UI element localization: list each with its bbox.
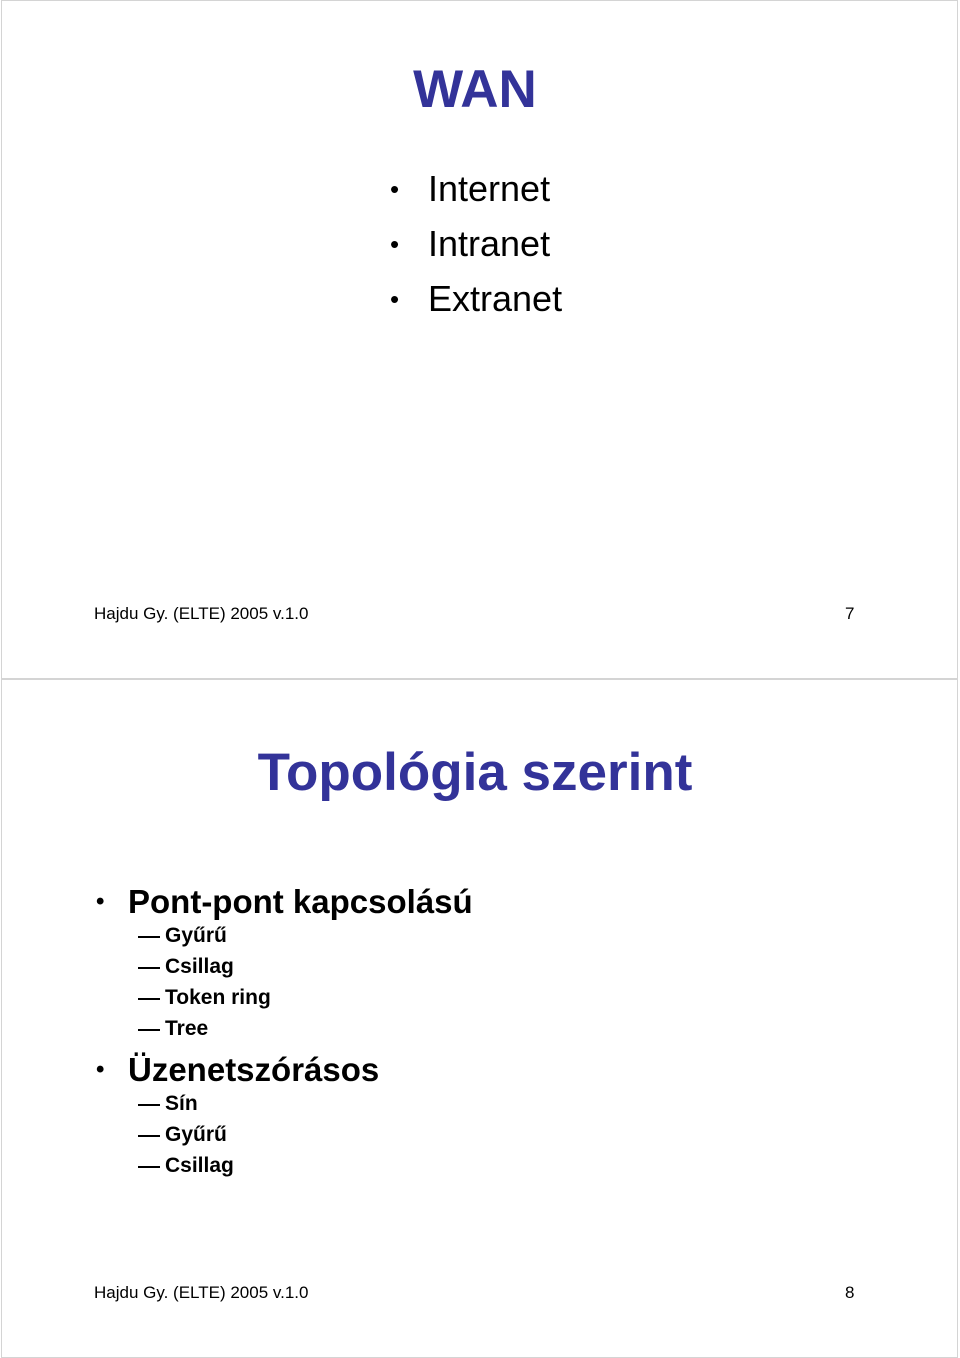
sub-item-text: Csillag — [165, 955, 234, 978]
bullet-icon: • — [96, 1056, 105, 1083]
dash-icon — [138, 1135, 160, 1137]
slide-title: WAN — [413, 60, 537, 119]
bullet-icon: • — [96, 888, 105, 915]
sub-item-text: Gyűrű — [165, 924, 227, 947]
slide-title: Topológia szerint — [257, 743, 693, 802]
bullet-text: Internet — [428, 168, 551, 209]
dash-icon — [138, 967, 160, 969]
page-number: 7 — [845, 604, 855, 623]
sub-item-text: Gyűrű — [165, 1123, 227, 1146]
dash-icon — [138, 1104, 160, 1106]
slide-footer: Hajdu Gy. (ELTE) 2005 v.1.0 — [94, 1283, 309, 1302]
dash-icon — [138, 998, 160, 1000]
dash-icon — [138, 1166, 160, 1168]
sub-item-text: Token ring — [165, 986, 271, 1009]
slide-topologia — [1, 679, 958, 1358]
bullet-icon: • — [390, 229, 400, 259]
page-number: 8 — [845, 1283, 855, 1302]
bullet-text: Intranet — [428, 223, 551, 264]
bullet-text: Üzenetszórásos — [128, 1051, 380, 1088]
bullet-text: Extranet — [428, 278, 563, 319]
slide-wan — [1, 0, 958, 679]
sub-item-text: Csillag — [165, 1154, 234, 1177]
sub-item-text: Tree — [165, 1017, 209, 1040]
bullet-icon: • — [390, 174, 400, 204]
slide-footer: Hajdu Gy. (ELTE) 2005 v.1.0 — [94, 604, 309, 623]
bullet-icon: • — [390, 284, 400, 314]
dash-icon — [138, 1029, 160, 1031]
sub-item-text: Sín — [165, 1092, 198, 1115]
dash-icon — [138, 936, 160, 938]
bullet-text: Pont-pont kapcsolású — [128, 883, 473, 920]
